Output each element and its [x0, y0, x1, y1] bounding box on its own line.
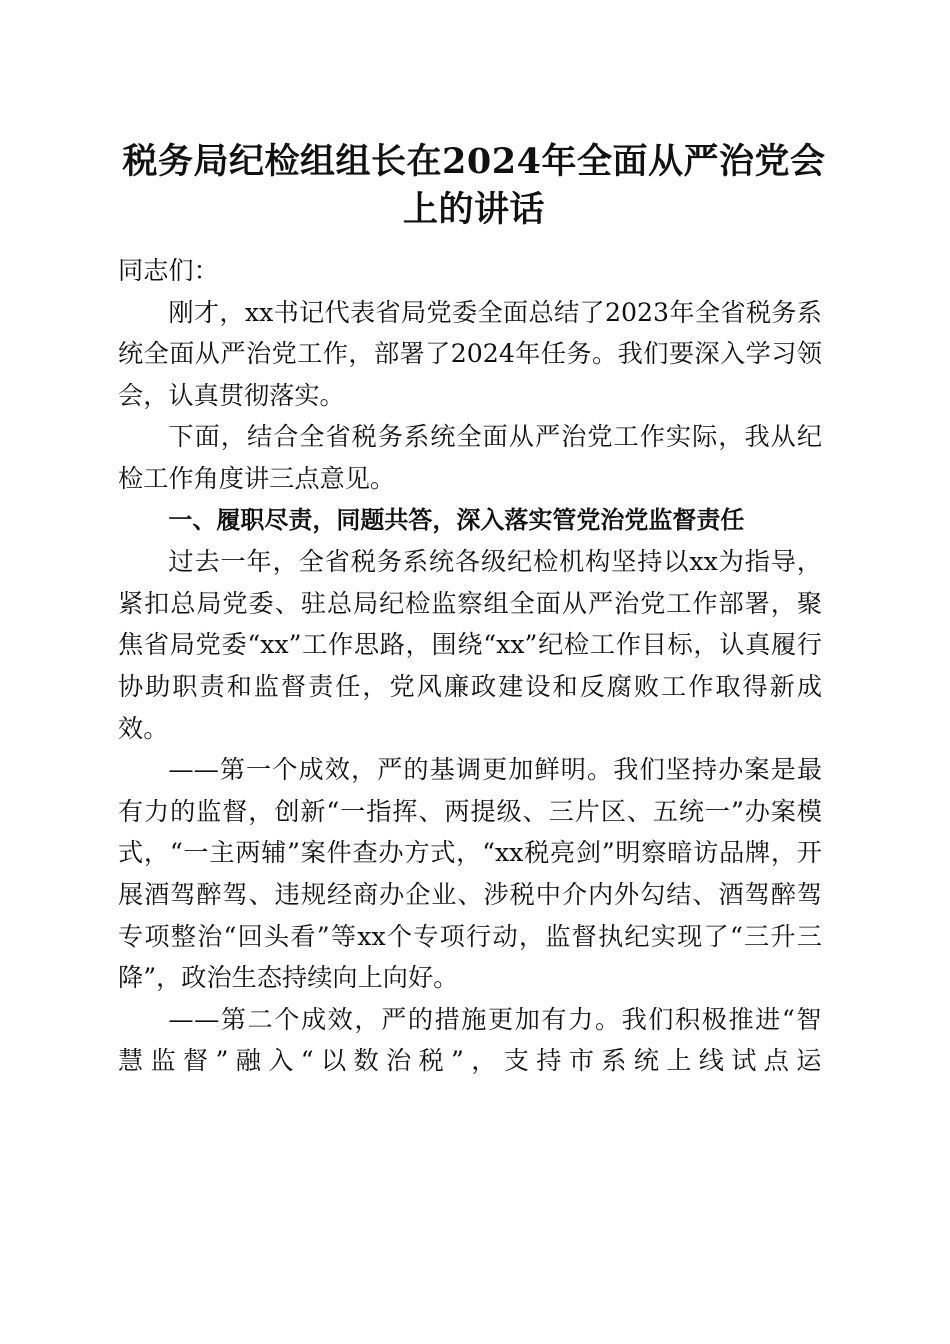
paragraph-intro-2: 下面，结合全省税务系统全面从严治党工作实际，我从纪检工作角度讲三点意见。: [118, 422, 822, 493]
title-line-1: 税务局纪检组组长在2024年全面从严治党会: [122, 141, 826, 182]
salutation: 同志们：: [118, 256, 219, 285]
document-title: [118, 138, 830, 234]
paragraph-section1-1: 过去一年，全省税务系统各级纪检机构坚持以xx为指导，紧扣总局党委、驻总局纪检监察组全面从严治党工作部署，聚焦省局党委“xx”工作思路，围绕“xx”纪检工作目标，认真履行协助职责和监督责任，党风廉政建设和反腐败工作取得新成效。: [118, 547, 822, 743]
document-body: [118, 250, 822, 1082]
section-heading-1: 一、履职尽责，同题共答，深入落实管党治党监督责任: [168, 505, 745, 534]
title-line-2: 上的讲话: [402, 189, 545, 230]
paragraph-section1-2: ——第一个成效，严的基调更加鲜明。我们坚持办案是最有力的监督，创新“一指挥、两提级、三片区、五统一”办案模式，“一主两辅”案件查办方式，“xx税亮剑”明察暗访品牌，开展酒驾醉驾、违规经商办企业、涉税中介内外勾结、酒驾醉驾专项整治“回头看”等xx个专项行动，监督执纪实现了“三升三降”，政治生态持续向上向好。: [118, 755, 822, 993]
paragraph-intro-1: 刚才，xx书记代表省局党委全面总结了2023年全省税务系统全面从严治党工作，部署了2024年任务。我们要深入学习领会，认真贯彻落实。: [118, 297, 822, 410]
paragraph-section1-3: ——第二个成效，严的措施更加有力。我们积极推进“智慧监督”融入“以数治税”，支持市系统上线试点运: [118, 1004, 822, 1076]
